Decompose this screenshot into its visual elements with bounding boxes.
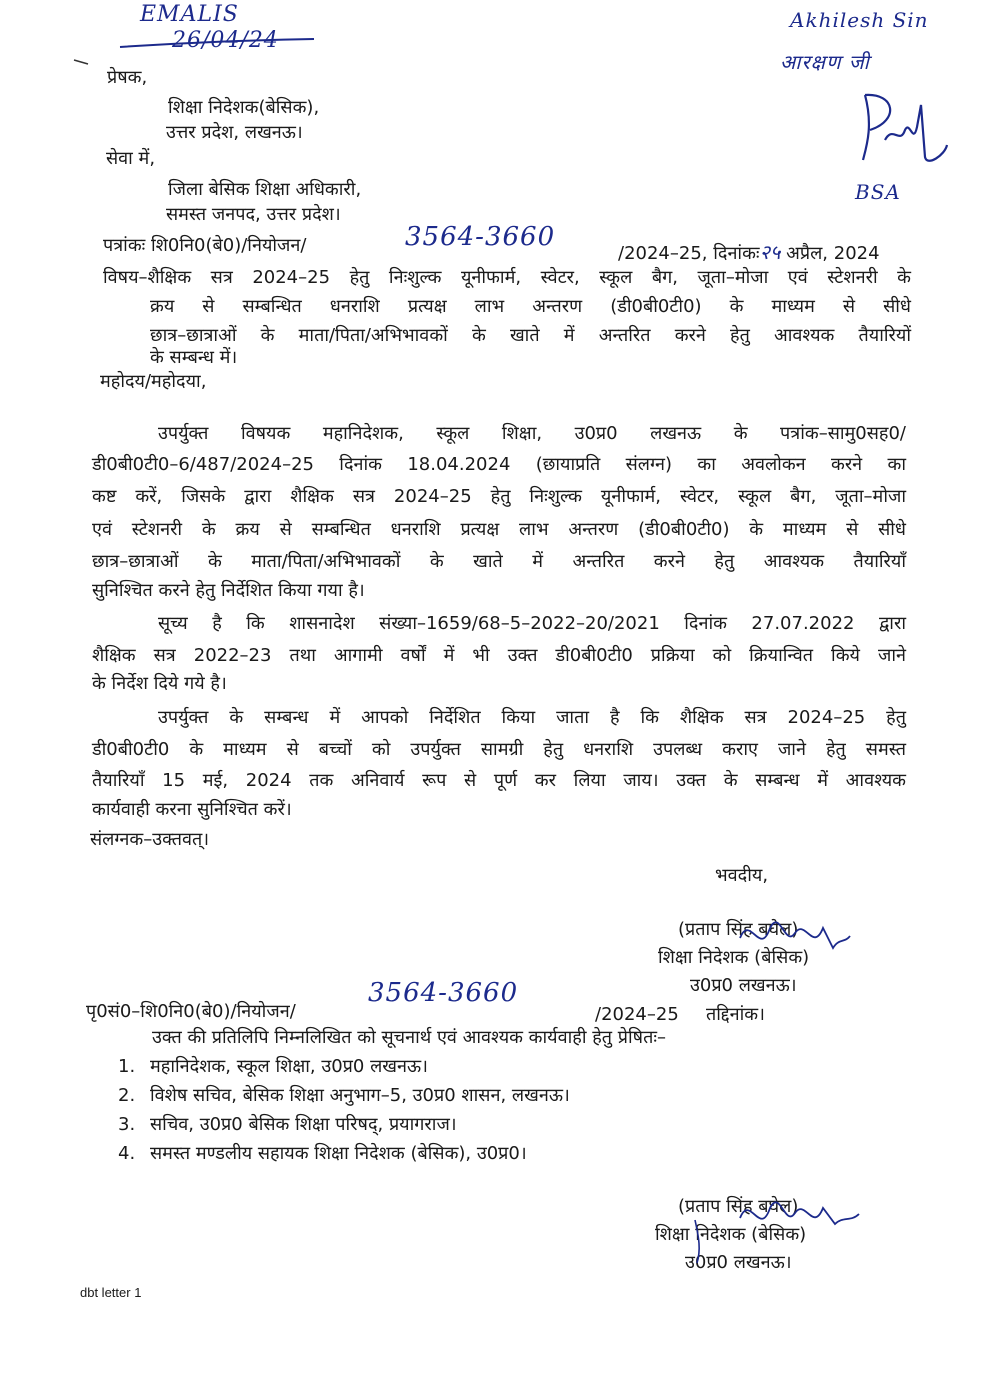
- reference-month: अप्रैल, 2024: [786, 243, 880, 264]
- sender-line-1: शिक्षा निदेशक(बेसिक),: [168, 97, 320, 118]
- para1-line-4: एवं स्टेशनरी के क्रय से सम्बन्धित धनराशि प्रत्यक्ष लाभ अन्तरण (डी0बी0टी0) के माध्यम से सीधे: [92, 519, 906, 540]
- sender-line-2: उत्तर प्रदेश, लखनऊ।: [166, 122, 303, 143]
- recipient-line-2: समस्त जनपद, उत्तर प्रदेश।: [166, 204, 341, 225]
- para2-line-3: के निर्देश दिये गये है।: [92, 673, 227, 694]
- handwritten-note-top-right: Akhilesh Sin: [790, 8, 929, 32]
- to-label: सेवा में,: [106, 148, 156, 169]
- handwritten-date-day: २५: [759, 240, 781, 264]
- footer-label: dbt letter 1: [80, 1285, 142, 1300]
- list-item: [118, 1113, 457, 1137]
- subject-line-4: के सम्बन्ध में।: [150, 347, 238, 368]
- copy-intro: उक्त की प्रतिलिपि निम्नलिखित को सूचनार्थ एवं आवश्यक कार्यवाही हेतु प्रेषितः–: [152, 1027, 666, 1048]
- closing: भवदीय,: [715, 865, 769, 886]
- handwritten-underline: [118, 35, 318, 55]
- list-item-text: विशेष सचिव, बेसिक शिक्षा अनुभाग–5, उ0प्र0 शासन, लखनऊ।: [150, 1085, 570, 1106]
- signature-name-1: (प्रताप सिंह बघेल): [678, 919, 799, 940]
- para1-line-2: डी0बी0टी0–6/487/2024–25 दिनांक 18.04.2024 (छायाप्रति संलग्न) का अवलोकन करने का: [92, 454, 906, 475]
- copy-reference-suffix: /2024–25: [595, 1004, 679, 1025]
- list-item-number: 3.: [118, 1114, 136, 1135]
- list-item: [118, 1142, 527, 1166]
- handwritten-ref-number-2: 3564-3660: [368, 978, 519, 1008]
- subject-line-2: क्रय से सम्बन्धित धनराशि प्रत्यक्ष लाभ अन्तरण (डी0बी0टी0) के माध्यम से सीधे: [150, 296, 911, 317]
- handwritten-ref-number: 3564-3660: [405, 222, 556, 252]
- list-item-number: 1.: [118, 1056, 136, 1077]
- copy-reference-date: तद्दिनांक।: [706, 1004, 765, 1025]
- signature-scribble-2: [735, 1188, 865, 1268]
- mark-arrow: [72, 58, 92, 68]
- enclosure: संलग्नक–उक्तवत्।: [90, 829, 210, 850]
- list-item-text: महानिदेशक, स्कूल शिक्षा, उ0प्र0 लखनऊ।: [150, 1056, 428, 1077]
- salutation: महोदय/महोदया,: [100, 371, 207, 392]
- handwritten-note-top-left: EMALIS: [140, 2, 239, 27]
- copy-reference-prefix: पृ0सं0–शि0नि0(बे0)/नियोजन/: [86, 1001, 296, 1022]
- signature-scribble-1: [735, 908, 855, 968]
- para1-line-5: छात्र–छात्राओं के माता/पिता/अभिभावकों के खाते में अन्तरित करने हेतु आवश्यक तैयारियाँ: [92, 551, 906, 572]
- para1-line-1: उपर्युक्त विषयक महानिदेशक, स्कूल शिक्षा, उ0प्र0 लखनऊ के पत्रांक–सामु0सह0/: [158, 423, 906, 444]
- list-item-text: समस्त मण्डलीय सहायक शिक्षा निदेशक (बेसिक), उ0प्र0।: [150, 1143, 527, 1164]
- signature-title-2: शिक्षा निदेशक (बेसिक): [655, 1224, 807, 1245]
- para2-line-2: शैक्षिक सत्र 2022–23 तथा आगामी वर्षों में भी उक्त डी0बी0टी0 प्रक्रिया को क्रियान्वित किये जाने: [92, 645, 906, 666]
- list-item: [118, 1084, 570, 1108]
- para1-line-3: कष्ट करें, जिसके द्वारा शैक्षिक सत्र 2024–25 हेतु निःशुल्क यूनीफार्म, स्वेटर, स्कूल बैग, जूता–मोजा: [92, 486, 906, 507]
- para2-line-1: सूच्य है कि शासनादेश संख्या–1659/68–5–2022–20/2021 दिनांक 27.07.2022 द्वारा: [158, 613, 906, 634]
- signature-mark-top-right: [855, 85, 955, 175]
- list-item-number: 4.: [118, 1143, 136, 1164]
- handwritten-note-top-right-2: आरक्षण जी: [780, 50, 870, 74]
- signature-place-1: उ0प्र0 लखनऊ।: [690, 975, 797, 996]
- para3-line-4: कार्यवाही करना सुनिश्चित करें।: [92, 799, 292, 820]
- reference-year: /2024–25, दिनांकः: [618, 243, 760, 264]
- para3-line-3: तैयारियाँ 15 मई, 2024 तक अनिवार्य रूप से पूर्ण कर लिया जाय। उक्त के सम्बन्ध में आवश्यक: [92, 770, 906, 791]
- handwritten-bsa: BSA: [855, 180, 901, 204]
- signature-place-2: उ0प्र0 लखनऊ।: [685, 1252, 792, 1273]
- subject-line-1: विषय–शैक्षिक सत्र 2024–25 हेतु निःशुल्क यूनीफार्म, स्वेटर, स्कूल बैग, जूता–मोजा एवं स्टेशनरी के: [103, 267, 911, 288]
- sender-label: प्रेषक,: [107, 67, 148, 88]
- para1-line-6: सुनिश्चित करने हेतु निर्देशित किया गया है।: [92, 580, 365, 601]
- list-item-number: 2.: [118, 1085, 136, 1106]
- para3-line-1: उपर्युक्त के सम्बन्ध में आपको निर्देशित किया जाता है कि शैक्षिक सत्र 2024–25 हेतु: [158, 707, 906, 728]
- reference-prefix: पत्रांकः शि0नि0(बे0)/नियोजन/: [103, 235, 307, 256]
- list-item: [118, 1055, 428, 1079]
- handwritten-date-top-left: 26/04/24: [172, 28, 279, 53]
- list-item-text: सचिव, उ0प्र0 बेसिक शिक्षा परिषद्, प्रयागराज।: [150, 1114, 457, 1135]
- signature-name-2: (प्रताप सिंह बघेल): [678, 1196, 799, 1217]
- subject-line-3: छात्र–छात्राओं के माता/पिता/अभिभावकों के खाते में अन्तरित करने हेतु आवश्यक तैयारियों: [150, 325, 911, 346]
- signature-title-1: शिक्षा निदेशक (बेसिक): [658, 947, 810, 968]
- para3-line-2: डी0बी0टी0 के माध्यम से बच्चों को उपर्युक्त सामग्री हेतु धनराशि उपलब्ध कराए जाने हेतु समस्त: [92, 739, 906, 760]
- recipient-line-1: जिला बेसिक शिक्षा अधिकारी,: [168, 179, 362, 200]
